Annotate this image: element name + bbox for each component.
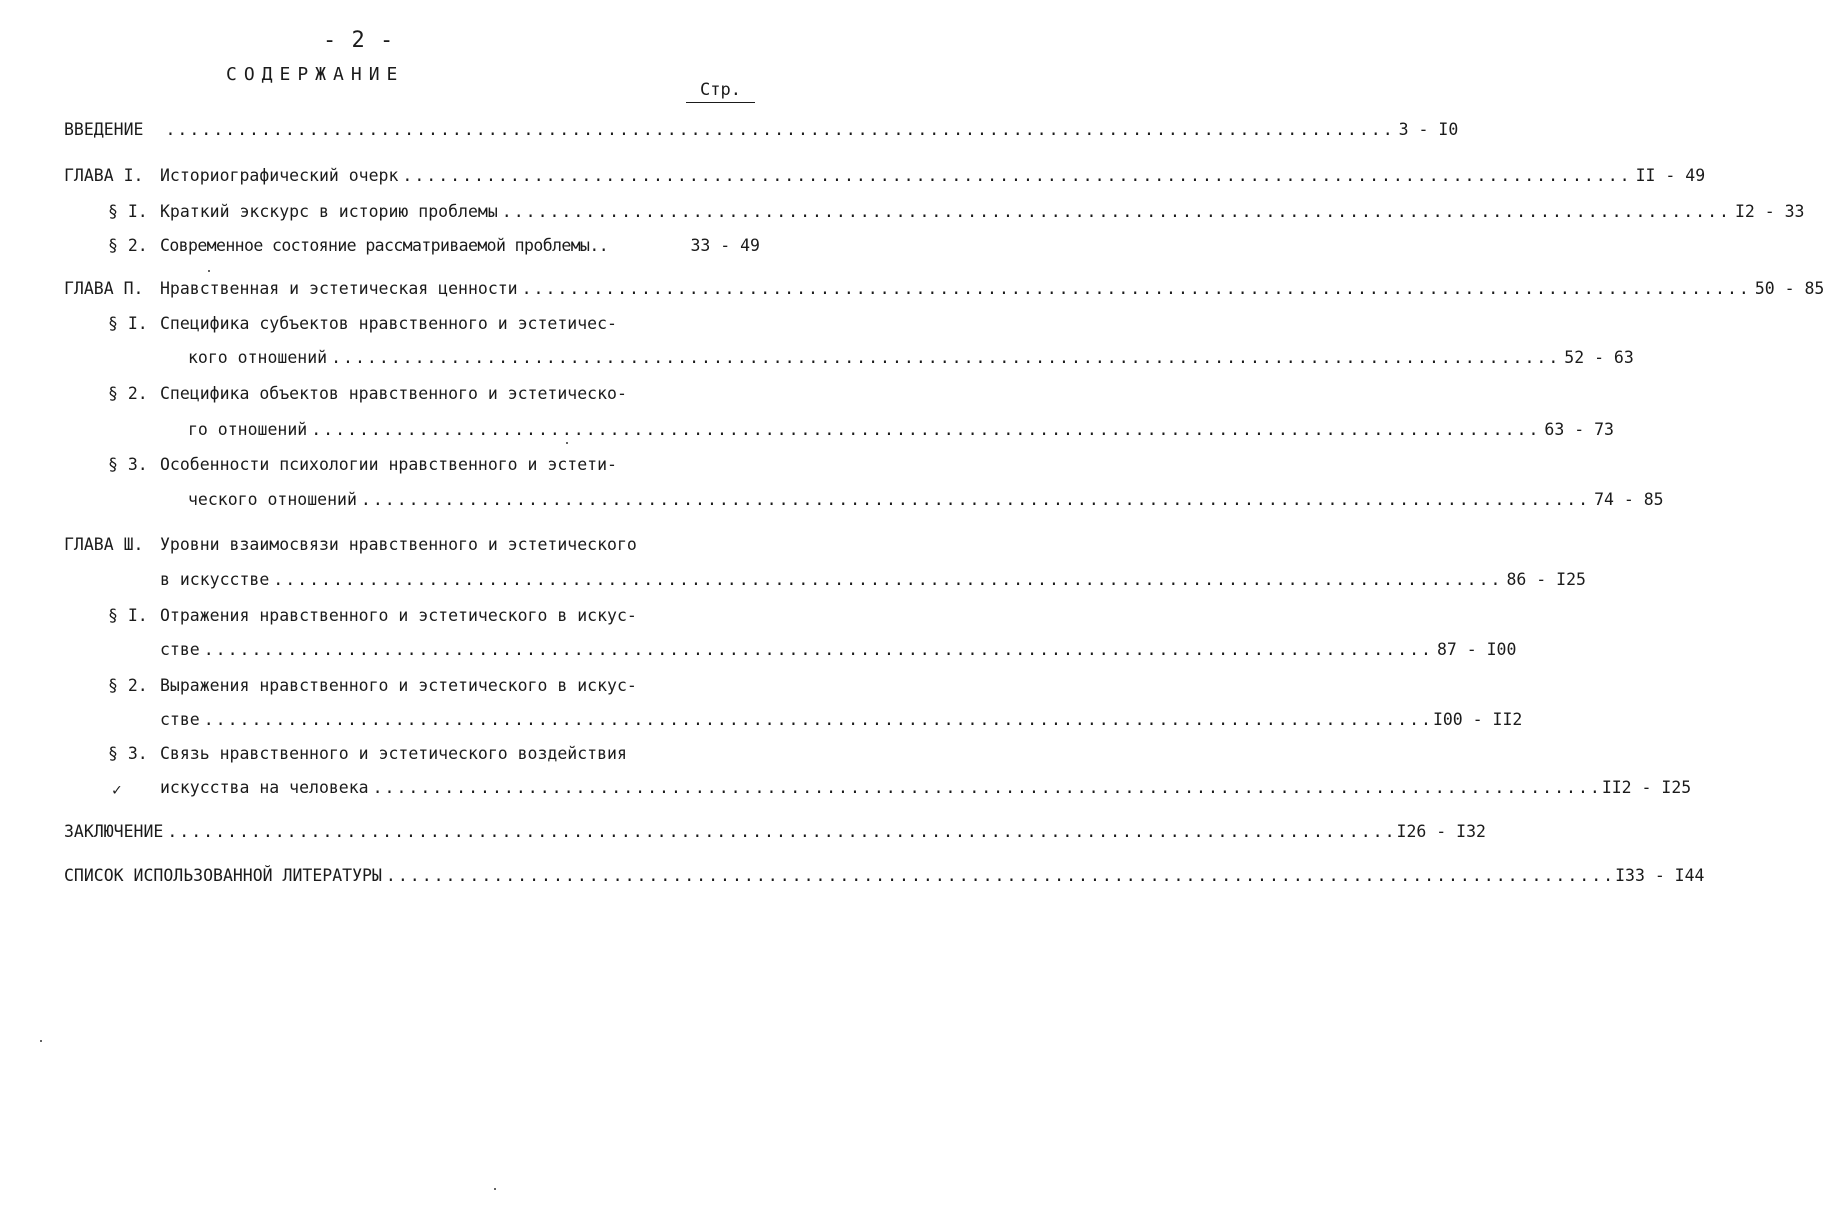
toc-entry-chapter-2 <box>160 277 1824 301</box>
entry-pages: 87 - I00 <box>1436 640 1517 659</box>
page-number: - 2 - <box>323 28 395 53</box>
entry-title-line1: Специфика субъектов нравственного и эстетичес- <box>160 314 617 333</box>
entry-label: СПИСОК ИСПОЛЬЗОВАННОЙ ЛИТЕРАТУРЫ <box>64 866 382 885</box>
scan-speck <box>566 442 568 444</box>
entry-pages: 52 - 63 <box>1564 348 1634 367</box>
entry-pages: I2 - 33 <box>1734 202 1805 221</box>
chapter-label: ГЛАВА I. <box>64 166 144 185</box>
toc-entry-ch2-sec2 <box>188 418 1614 442</box>
entry-title-line1: Особенности психологии нравственного и эстети- <box>160 455 617 474</box>
toc-title: СОДЕРЖАНИЕ <box>226 64 405 85</box>
toc-entry-chapter-1 <box>160 164 1706 188</box>
dot-leader: ....................................................................................................... <box>402 166 1632 185</box>
section-label: § 2. <box>108 384 148 403</box>
entry-title-line1: Связь нравственного и эстетического воздействия <box>160 744 627 763</box>
entry-pages: II2 - I25 <box>1601 778 1692 797</box>
pages-column-heading: Стр. <box>686 80 755 103</box>
entry-label: ВВЕДЕНИЕ <box>64 120 144 139</box>
entry-label: ЗАКЛЮЧЕНИЕ <box>64 822 164 841</box>
section-label: § 3. <box>108 455 148 474</box>
entry-pages: 86 - I25 <box>1506 570 1586 589</box>
dot-leader: ....................................................................................................... <box>165 120 1395 139</box>
dot-leader: ....................................................................................................... <box>273 570 1503 589</box>
dot-leader: ....................................................................................................... <box>385 866 1616 885</box>
section-label: § I. <box>108 202 148 221</box>
entry-title-line1: Специфика объектов нравственного и эстетическо- <box>160 384 627 403</box>
entry-title: Историографический очерк <box>160 166 399 185</box>
scan-speck <box>40 1040 42 1042</box>
dot-leader: ....................................................................................................... <box>203 710 1433 729</box>
dot-leader: ....................................................................................................... <box>311 420 1541 439</box>
dot-leader: ....................................................................................................... <box>372 778 1602 797</box>
entry-title-line1: Уровни взаимосвязи нравственного и эстетического <box>160 535 637 554</box>
entry-pages: I33 - I44 <box>1615 866 1705 885</box>
entry-pages: 33 - 49 <box>690 236 760 255</box>
section-label: § 3. <box>108 744 148 763</box>
entry-title: Нравственная и эстетическая ценности <box>160 279 518 298</box>
section-label: § 2. <box>108 676 148 695</box>
toc-entry-ch3-sec1 <box>160 638 1517 662</box>
entry-pages: 50 - 85 <box>1754 279 1824 298</box>
entry-pages: II - 49 <box>1635 166 1706 185</box>
entry-pages: 3 - I0 <box>1398 120 1459 139</box>
toc-entry-ch3-sec3 <box>160 776 1692 800</box>
entry-title-line2: стве <box>160 710 200 729</box>
toc-entry-bibliography <box>64 864 1705 888</box>
section-label: § I. <box>108 606 148 625</box>
section-label: § 2. <box>108 236 148 255</box>
scan-speck <box>494 1188 496 1190</box>
entry-pages: 63 - 73 <box>1544 420 1614 439</box>
section-label: § I. <box>108 314 148 333</box>
entry-title-line1: Выражения нравственного и эстетического в искус- <box>160 676 637 695</box>
chapter-label: ГЛАВА П. <box>64 279 144 298</box>
entry-title-line1: Отражения нравственного и эстетического в искус- <box>160 606 637 625</box>
checkmark-icon: ✓ <box>112 780 122 799</box>
toc-entry-ch2-sec3 <box>188 488 1664 512</box>
toc-entry-ch3-sec2 <box>160 708 1523 732</box>
dot-leader: ....................................................................................................... <box>203 640 1433 659</box>
entry-title-line2: в искусстве <box>160 570 270 589</box>
entry-title-line2: го отношений <box>188 420 308 439</box>
entry-title-line2: ческого отношений <box>188 490 357 509</box>
entry-title-line2: искусства на человека <box>160 778 369 797</box>
toc-entry-chapter-3 <box>160 568 1586 592</box>
chapter-label: ГЛАВА Ш. <box>64 535 144 554</box>
toc-entry-ch2-sec1 <box>188 346 1634 370</box>
entry-title: Современное состояние рассматриваемой проблемы.. <box>160 236 609 255</box>
entry-title-line2: кого отношений <box>188 348 328 367</box>
entry-pages: I00 - II2 <box>1432 710 1523 729</box>
toc-entry-introduction <box>64 118 1459 142</box>
toc-entry-ch1-sec1 <box>160 200 1805 224</box>
entry-pages: I26 - I32 <box>1396 822 1486 841</box>
entry-title-line2: стве <box>160 640 200 659</box>
toc-entry-conclusion <box>64 820 1486 844</box>
dot-leader: ....................................................................................................... <box>521 279 1751 298</box>
entry-pages: 74 - 85 <box>1594 490 1664 509</box>
dot-leader: ....................................................................................................... <box>360 490 1591 509</box>
dot-leader: ....................................................................................................... <box>331 348 1561 367</box>
dot-leader: ....................................................................................................... <box>167 822 1397 841</box>
toc-entry-ch1-sec2 <box>160 234 760 258</box>
scan-speck <box>208 270 210 272</box>
entry-title: Краткий экскурс в историю проблемы <box>160 202 498 221</box>
dot-leader: ....................................................................................................... <box>501 202 1731 221</box>
